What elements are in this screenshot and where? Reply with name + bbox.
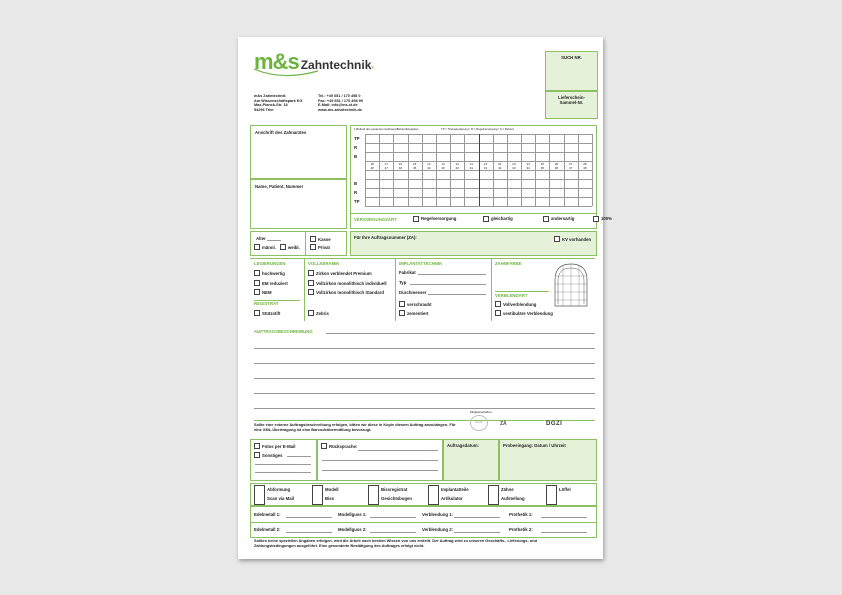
chart-vline [493, 134, 494, 206]
materials-box [250, 506, 597, 538]
option-label: NEM [262, 289, 272, 295]
tooth-number: 23 [512, 162, 516, 166]
checklist-checkbox[interactable] [488, 485, 499, 505]
chart-row-label: R [354, 190, 358, 195]
checklist-item: Gesichtsbogen [381, 496, 413, 501]
vollkeramik-title: VOLLKERAMIK [308, 261, 340, 266]
option-label: hochwertig [262, 270, 285, 276]
option-label: verschraubt [407, 301, 432, 307]
checkbox[interactable] [254, 310, 260, 316]
ruecksprache-line[interactable] [358, 450, 438, 451]
ruecksprache-line[interactable] [322, 460, 438, 461]
material-field-line[interactable] [541, 532, 587, 533]
chart-vline [578, 134, 579, 206]
kv-label: KV vorhanden [562, 236, 592, 242]
tooth-number: 45 [412, 166, 417, 170]
tooth-number: 44 [427, 166, 431, 170]
checklist-item: Implantatteile [441, 487, 469, 492]
notes-line[interactable] [255, 464, 311, 465]
checkbox[interactable] [308, 280, 314, 286]
chart-vline [535, 134, 536, 206]
legierung-option[interactable] [254, 270, 285, 276]
option-label: 100% [601, 216, 612, 222]
chart-vline [436, 134, 437, 206]
kasse-label: Kasse [318, 236, 331, 242]
alter-line [267, 240, 281, 241]
checkbox[interactable] [254, 270, 260, 276]
checkbox[interactable] [399, 301, 405, 307]
tooth-number: 14 [427, 162, 431, 166]
checklist-item: Zähne [501, 487, 514, 492]
option-label: Zebris [316, 310, 329, 316]
logo-swoosh [252, 67, 322, 79]
probe-label: Probeeingang: Datum / Uhrzeit [503, 443, 566, 448]
logo-reg: ® [371, 65, 375, 70]
checkbox[interactable] [321, 443, 327, 449]
material-field-line[interactable] [454, 517, 500, 518]
section-divider [250, 258, 595, 259]
tooth-number: 35 [540, 166, 545, 170]
verblendart-title: VERBLENDART [495, 293, 528, 298]
tooth-arch-diagram [551, 262, 591, 308]
tooth-number: 22 [498, 162, 502, 166]
tooth-number: 11 [469, 162, 473, 166]
checkbox[interactable] [495, 310, 501, 316]
checkbox[interactable] [308, 310, 314, 316]
checklist-item: Abformung [267, 487, 291, 492]
privat-option[interactable] [310, 244, 330, 250]
chart-vline [450, 134, 451, 206]
checkbox[interactable] [254, 443, 260, 449]
material-field-label: Modellguss 2: [338, 527, 367, 532]
tooth-number: 15 [412, 162, 417, 166]
material-field-label: Prothetik 1: [509, 512, 533, 517]
checkbox[interactable] [399, 310, 405, 316]
durchmesser-line[interactable] [428, 294, 486, 295]
checklist-checkbox[interactable] [368, 485, 379, 505]
tooth-number: 16 [398, 162, 403, 166]
checklist-item: Scan via Mail [267, 496, 294, 501]
tooth-number: 33 [512, 166, 516, 170]
order-number-box[interactable] [350, 231, 597, 256]
insurance-box [305, 231, 347, 256]
female-checkbox[interactable] [280, 244, 286, 250]
option-label: vestibuläre Verblendung [503, 310, 553, 316]
memberships-label: Mitgliedschaften: [470, 410, 493, 414]
chart-vline [464, 134, 465, 206]
chart-row-label: TP [354, 136, 360, 141]
dentist-address-box[interactable] [250, 125, 347, 179]
chart-vline [564, 134, 565, 206]
checkbox[interactable] [554, 236, 560, 242]
tooth-number: 18 [370, 162, 374, 166]
chart-vline [393, 134, 394, 206]
vollkeramik-option[interactable] [308, 289, 384, 295]
notes-line[interactable] [255, 472, 311, 473]
dgaez-logo: DGÄZ [470, 415, 488, 431]
disclaimer: Sollten keine speziellen Angaben erfolgen, wird die Arbeit nach bestem Wissen von uns erstellt. Der Auftrag wird zu unseren Geschäfts-, Lieferungs- und Zahlungsbedingungen ausgeführt. Eine gesonderte Bestätigung des Auftrages erfolgt nicht. [254, 538, 537, 548]
materials-divider [251, 522, 596, 523]
typ-label: Typ [399, 280, 407, 285]
section-underline [495, 291, 549, 292]
option-label: Stützstift [262, 310, 281, 316]
versorgung-option[interactable] [483, 216, 543, 222]
description-line[interactable] [254, 378, 595, 379]
vollkeramik-option[interactable] [308, 280, 387, 286]
patient-box[interactable] [250, 179, 347, 229]
registrat-option[interactable] [254, 310, 280, 316]
durchmesser-label: Durchmesser [399, 290, 427, 295]
tooth-number: 25 [540, 162, 545, 166]
company-line: Am Wissenschaftspark KG [254, 98, 303, 103]
versorgung-options [413, 216, 612, 222]
note-divider [254, 420, 595, 421]
fotos-option[interactable] [254, 443, 295, 449]
dental-chart [350, 125, 612, 229]
ruecksprache-box [317, 439, 443, 481]
option-label: Rücksprache: [329, 443, 358, 449]
material-field-label: Edelmetall 1: [254, 512, 281, 517]
section-vline [304, 259, 305, 321]
tooth-number: 38 [583, 166, 587, 170]
tooth-number: 34 [526, 166, 530, 170]
company-line: m&s Zahntechnik [254, 94, 286, 98]
dentist-address-label: Anschrift des Zahnarztes [255, 130, 307, 135]
company-contact [318, 94, 363, 112]
checkbox[interactable] [254, 280, 260, 286]
registrat-option[interactable] [308, 310, 329, 316]
auftragsdatum-label: Auftragsdatum: [447, 443, 479, 448]
sonstiges-option[interactable] [254, 452, 283, 458]
versorgung-divider [351, 213, 596, 214]
checklist-item: Bissregistrat [381, 487, 408, 492]
contact-line: Tel.: +49 651 / 170 498 0 [318, 94, 361, 98]
legierung-option[interactable] [254, 289, 272, 295]
checklist-item: Aufstellung [501, 496, 525, 501]
kasse-option[interactable] [310, 236, 331, 242]
lieferschein-box[interactable] [545, 91, 598, 119]
section-vline [395, 259, 396, 321]
checkbox[interactable] [310, 244, 316, 250]
material-field-label: Prothetik 2: [509, 527, 533, 532]
tooth-number: 48 [370, 166, 374, 170]
checklist-item: Löffel [559, 487, 571, 492]
checklist-checkbox[interactable] [312, 485, 323, 505]
gender-options [254, 244, 300, 250]
checkbox[interactable] [543, 216, 549, 222]
chart-vline [379, 134, 380, 206]
chart-vline [479, 134, 480, 206]
chart-vline [549, 134, 550, 206]
option-label: Regelversorgung [421, 216, 457, 222]
checklist-item: Modell [325, 487, 339, 492]
logo-mark: m&s [254, 49, 299, 74]
tooth-number: 36 [554, 166, 559, 170]
description-line[interactable] [254, 348, 595, 349]
tooth-number: 27 [569, 162, 573, 166]
option-label: Fotos per E-Mail [262, 443, 296, 449]
option-label: Vollzirkon monolithisch Standard [316, 289, 384, 295]
female-label: weibl. [287, 244, 300, 250]
versorgung-option[interactable] [593, 216, 612, 222]
checkbox[interactable] [310, 236, 316, 242]
legierung-option[interactable] [254, 280, 288, 286]
option-label: Vollzirkon monolithisch individuell [316, 280, 387, 286]
chart-header-legend: TP = Therapieplanung / R = Regelversorgung / S = Befund [441, 127, 514, 131]
checklist-checkbox[interactable] [254, 485, 265, 505]
male-label: männl. [262, 244, 276, 250]
option-label: Zirkon verblendet Premium [316, 270, 372, 276]
ruecksprache-line[interactable] [322, 470, 438, 471]
kv-option[interactable] [554, 236, 591, 242]
chart-vline [592, 134, 593, 206]
vollkeramik-option[interactable] [308, 270, 372, 276]
logo-name: Zahntechnik [300, 58, 372, 72]
checklist-checkbox[interactable] [546, 485, 557, 505]
tooth-number: 26 [554, 162, 559, 166]
contact-line: www.ms-zahntechnik.de [318, 107, 362, 112]
option-label: Sonstiges [262, 452, 283, 458]
probe-box[interactable] [499, 439, 597, 481]
checkbox[interactable] [413, 216, 419, 222]
description-line[interactable] [254, 408, 595, 409]
checklist-box [250, 483, 597, 506]
tooth-number: 47 [384, 166, 388, 170]
fabrikat-line[interactable] [418, 274, 486, 275]
checkbox[interactable] [308, 270, 314, 276]
registrat-title: REGISTRAT [254, 301, 279, 306]
tooth-number: 42 [455, 166, 459, 170]
chart-hline [365, 206, 592, 207]
tooth-number: 43 [441, 166, 445, 170]
foto-box [250, 439, 317, 481]
external-note: Sollte eine externe Auftragsbeschreibung erfolgen, bitten wir diese in Kopie diesem Auftrag anzuhängen. Für eine XML-Übertragung ist eine Barcodeübermittlung bevorzugt. [254, 422, 456, 432]
lieferschein-label: Lieferschein- Sammel-Nr. [558, 95, 585, 105]
chart-vline [521, 134, 522, 206]
tooth-number: 17 [384, 162, 388, 166]
material-field-line[interactable] [454, 532, 500, 533]
chart-header: 1 Befund des gesamten Gebisses/Behandlungsplan [354, 127, 419, 131]
dgzi-logo: DGZI [546, 421, 563, 427]
tooth-number: 41 [469, 166, 474, 170]
tooth-number: 13 [441, 162, 445, 166]
contact-line: Fax: +49 651 / 170 498 99 [318, 98, 363, 103]
implantat-option[interactable] [399, 310, 429, 316]
option-label: zementiert [407, 310, 429, 316]
tooth-number: 28 [583, 162, 587, 166]
zahnfarbe-title: ZAHNFARBE [495, 261, 522, 266]
chart-vline [422, 134, 423, 206]
checkbox[interactable] [308, 289, 314, 295]
option-label: EM reduziert [262, 280, 288, 286]
male-checkbox[interactable] [254, 244, 260, 250]
chart-vline [408, 134, 409, 206]
tooth-number: 37 [569, 166, 573, 170]
material-field-line[interactable] [286, 532, 332, 533]
material-field-label: Modellguss 1: [338, 512, 367, 517]
ruecksprache-option[interactable] [321, 443, 357, 449]
company-line: Max-Planck-Str. 18 [254, 103, 288, 107]
zae-logo: ZÄ [500, 421, 507, 427]
auftragsdatum-box[interactable] [443, 439, 499, 481]
description-line[interactable] [254, 393, 595, 394]
alter-label: Alter [256, 236, 266, 241]
tooth-number: 12 [455, 162, 459, 166]
chart-vline [365, 134, 366, 206]
material-field-label: Verblendung 2: [422, 527, 454, 532]
privat-label: Privat [318, 244, 330, 250]
material-field-line[interactable] [541, 517, 587, 518]
patient-label: Name, Patient, Nummer [255, 184, 304, 189]
legierungen-title: LEGIERUNGEN [254, 261, 286, 266]
chart-row-label: B [354, 154, 358, 159]
sonstiges-line[interactable] [287, 456, 311, 457]
material-field-label: Edelmetall 2: [254, 527, 281, 532]
checkbox[interactable] [495, 301, 501, 307]
tooth-number: 21 [483, 162, 488, 166]
tooth-number: 24 [526, 162, 530, 166]
such-nr-label: SUCH NR. [561, 55, 582, 60]
fabrikat-label: Fabrikat [399, 270, 416, 275]
typ-line[interactable] [410, 284, 486, 285]
option-label: Vollverblendung [503, 301, 537, 307]
tooth-number: 31 [483, 166, 488, 170]
option-label: andersartig [551, 216, 575, 222]
company-address [254, 94, 303, 112]
verblendart-option[interactable] [495, 310, 553, 316]
tooth-number: 46 [398, 166, 403, 170]
checklist-item: Biss [325, 496, 335, 501]
chart-row-label: TP [354, 199, 360, 204]
material-field-line[interactable] [370, 517, 416, 518]
material-field-line[interactable] [370, 532, 416, 533]
chart-vline [507, 134, 508, 206]
material-field-line[interactable] [286, 517, 332, 518]
checkbox[interactable] [483, 216, 489, 222]
implantat-option[interactable] [399, 301, 432, 307]
checklist-item: Artikulator [441, 496, 463, 501]
contact-line: E-Mail: info@ms-zt.de [318, 103, 358, 107]
versorgung-label: VERSORGUNGSART [354, 217, 397, 222]
verblendart-option[interactable] [495, 301, 536, 307]
company-line: 54296 Trier [254, 107, 274, 112]
versorgung-option[interactable] [413, 216, 483, 222]
tooth-number: 32 [498, 166, 502, 170]
beschreibung-title: AUFTRAGSBESCHREIBUNG [254, 329, 313, 334]
description-line[interactable] [326, 333, 595, 334]
checkbox[interactable] [593, 216, 599, 222]
option-label: gleichartig [491, 216, 513, 222]
material-field-label: Verblendung 1: [422, 512, 454, 517]
section-vline [491, 259, 492, 321]
chart-row-label: R [354, 145, 358, 150]
order-form-sheet [238, 37, 612, 559]
checkbox[interactable] [254, 452, 260, 458]
description-line[interactable] [254, 363, 595, 364]
such-nr-box[interactable] [545, 51, 598, 91]
order-number-label: Für Ihre Auftragsnummer (ZA): [354, 235, 417, 240]
versorgung-option[interactable] [543, 216, 593, 222]
chart-row-label: B [354, 181, 358, 186]
age-gender-box [250, 231, 306, 256]
checklist-checkbox[interactable] [428, 485, 439, 505]
checkbox[interactable] [254, 289, 260, 295]
implantat-title: IMPLANTATTECHNIK [399, 261, 443, 266]
